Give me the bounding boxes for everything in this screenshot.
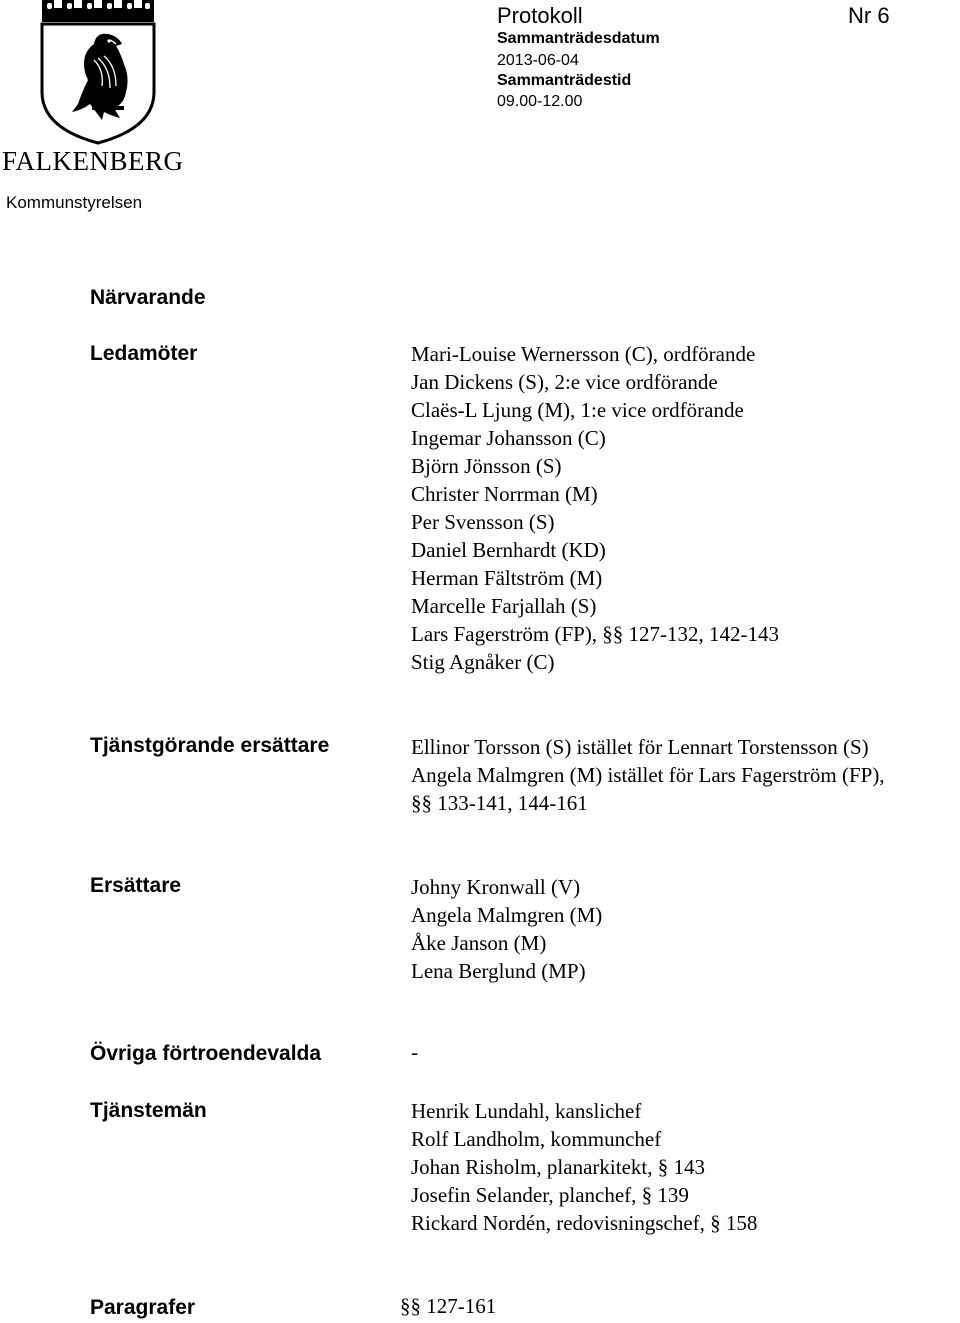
- other-officials-value: -: [411, 1040, 418, 1064]
- meeting-time-label: Sammanträdestid: [497, 72, 632, 89]
- falkenberg-coat-of-arms-logo: [38, 0, 158, 145]
- list-item: Ingemar Johansson (C): [411, 426, 606, 450]
- list-item: Claës-L Ljung (M), 1:e vice ordförande: [411, 398, 744, 422]
- unit-name: Kommunstyrelsen: [6, 193, 143, 212]
- paragraphs-value: §§ 127-161: [400, 1294, 497, 1318]
- list-item: Johan Risholm, planarkitekt, § 143: [411, 1155, 705, 1179]
- meeting-time-value: 09.00-12.00: [497, 93, 583, 110]
- list-item: Johny Kronwall (V): [411, 875, 581, 899]
- list-item: Rickard Nordén, redovisningschef, § 158: [411, 1211, 758, 1235]
- meeting-date-value: 2013-06-04: [497, 52, 579, 69]
- list-item: Per Svensson (S): [411, 510, 555, 534]
- serving-substitutes-label: Tjänstgörande ersättare: [90, 734, 330, 757]
- list-item: Angela Malmgren (M): [411, 903, 603, 927]
- members-label: Ledamöter: [90, 342, 198, 365]
- list-item: Marcelle Farjallah (S): [411, 594, 597, 618]
- list-item: §§ 133-141, 144-161: [411, 791, 588, 815]
- list-item: Daniel Bernhardt (KD): [411, 538, 606, 562]
- list-item: Henrik Lundahl, kanslichef: [411, 1099, 642, 1123]
- list-item: Ellinor Torsson (S) istället för Lennart Torstensson (S): [411, 735, 869, 759]
- list-item: Christer Norrman (M): [411, 482, 598, 506]
- meeting-date-label: Sammanträdesdatum: [497, 30, 660, 47]
- document-type: Protokoll: [497, 3, 583, 28]
- list-item: Josefin Selander, planchef, § 139: [411, 1183, 689, 1207]
- list-item: Angela Malmgren (M) istället för Lars Fagerström (FP),: [411, 763, 885, 787]
- list-item: Lars Fagerström (FP), §§ 127-132, 142-143: [411, 622, 780, 646]
- list-item: Mari-Louise Wernersson (C), ordförande: [411, 342, 756, 366]
- list-item: Lena Berglund (MP): [411, 959, 586, 983]
- present-heading: Närvarande: [90, 286, 206, 309]
- members-list: [411, 340, 779, 676]
- list-item: Åke Janson (M): [411, 931, 547, 955]
- officials-label: Tjänstemän: [90, 1099, 207, 1122]
- substitutes-list: [411, 873, 602, 985]
- officials-list: [411, 1097, 757, 1237]
- serving-substitutes-list: [411, 733, 885, 817]
- organization-wordmark: FALKENBERG: [2, 146, 184, 176]
- list-item: Björn Jönsson (S): [411, 454, 562, 478]
- list-item: Jan Dickens (S), 2:e vice ordförande: [411, 370, 718, 394]
- substitutes-label: Ersättare: [90, 874, 182, 897]
- paragraphs-label: Paragrafer: [90, 1296, 196, 1319]
- list-item: Rolf Landholm, kommunchef: [411, 1127, 662, 1151]
- document-number: Nr 6: [848, 3, 890, 28]
- other-officials-label: Övriga förtroendevalda: [90, 1042, 322, 1065]
- list-item: Herman Fältström (M): [411, 566, 603, 590]
- list-item: Stig Agnåker (C): [411, 650, 555, 674]
